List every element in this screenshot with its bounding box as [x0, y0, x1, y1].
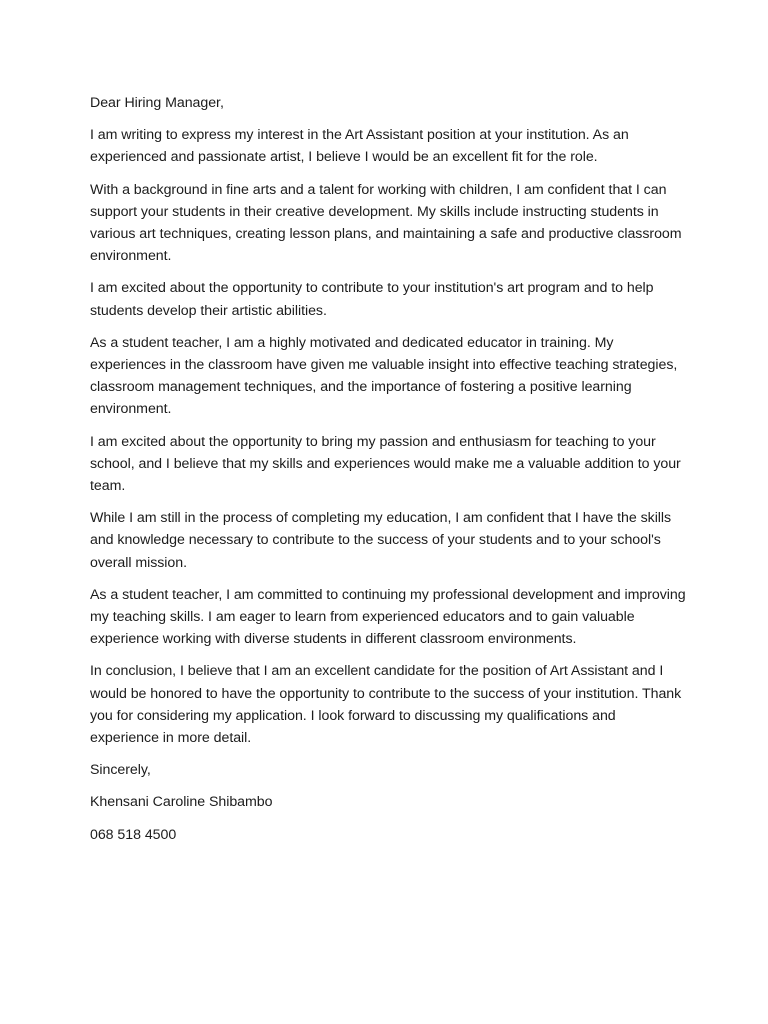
- paragraph-education: While I am still in the process of completing my education, I am confident that I have the skills and knowledge necessary to contribute to the success of your students and to your school's overall mission.: [90, 510, 672, 571]
- paragraph-passion: I am excited about the opportunity to bring my passion and enthusiasm for teaching to your school, and I believe that my skills and experiences would make me a valuable addition to your team.: [90, 433, 681, 495]
- salutation: Dear Hiring Manager,: [90, 95, 224, 111]
- cover-letter: [90, 92, 686, 856]
- phone-number: 068 518 4500: [90, 826, 177, 843]
- closing: Sincerely,: [90, 762, 151, 779]
- paragraph-excitement-program: I am excited about the opportunity to contribute to your institution's art program and to help students develop their artistic abilities.: [90, 280, 654, 319]
- paragraph-intro: I am writing to express my interest in the Art Assistant position at your institution. As an experienced and passionate artist, I believe I would be an excellent fit for the role.: [90, 127, 629, 166]
- paragraph-conclusion: In conclusion, I believe that I am an excellent candidate for the position of Art Assistant and I would be honored to have the opportunity to contribute to the success of your institution. Thank you for considering my application. I look forward to discussing my qualifications and experience in more detail.: [90, 663, 682, 747]
- paragraph-development: As a student teacher, I am committed to continuing my professional development and improving my teaching skills. I am eager to learn from experienced educators and to gain valuable experience working with diverse students in different classroom environments.: [90, 586, 686, 648]
- signature-name: Khensani Caroline Shibambo: [90, 794, 273, 811]
- paragraph-student-teacher: As a student teacher, I am a highly motivated and dedicated educator in training. My experiences in the classroom have given me valuable insight into effective teaching strategies, classroom management techniques, and the importance of fostering a positive learning environment.: [90, 334, 678, 418]
- paragraph-background: With a background in fine arts and a talent for working with children, I am confident that I can support your students in their creative development. My skills include instructing students in various art techniques, creating lesson plans, and maintaining a safe and productive classroom environment.: [90, 181, 682, 265]
